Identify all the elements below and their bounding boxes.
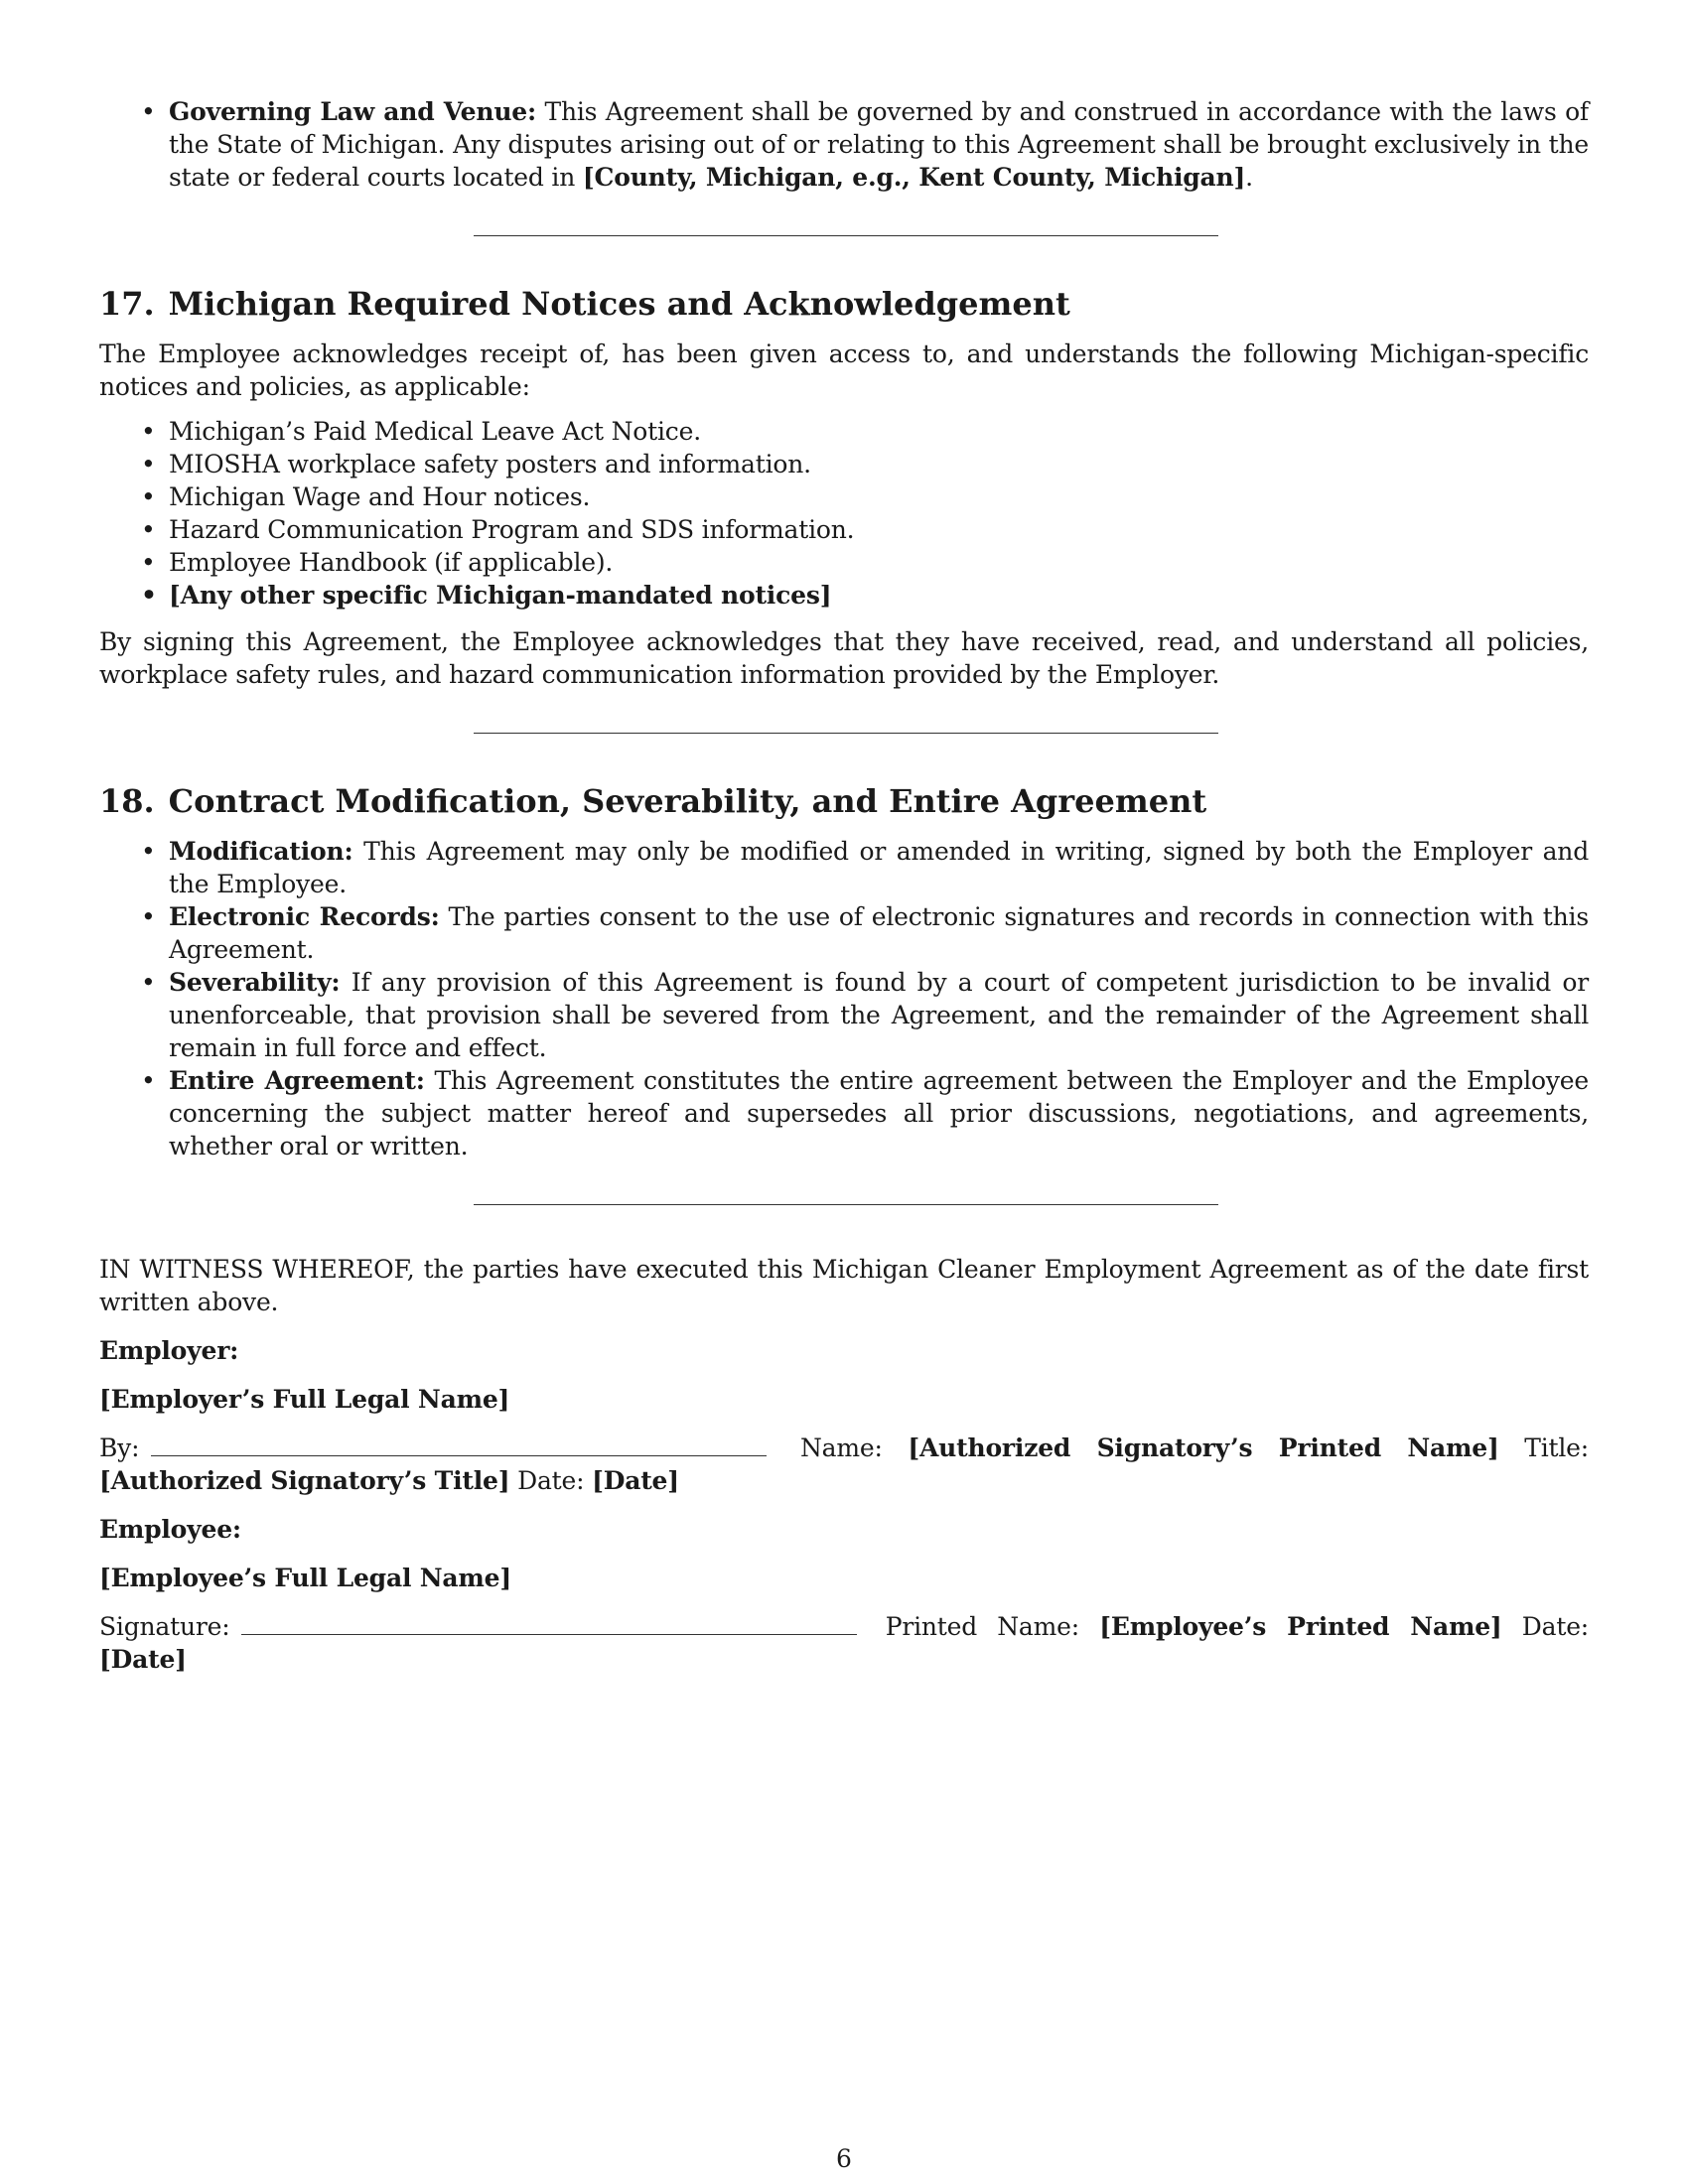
list-item-other-notices: • [Any other specific Michigan-mandated notices] [169,579,1589,612]
term-text: This Agreement may only be modified or amended in writing, signed by both the Employer and the Employee. [169,837,1589,898]
signature-label: Signature: [99,1612,230,1641]
employee-name-line [99,1562,1589,1594]
section-divider [474,733,1218,734]
employer-name: [Employer’s Full Legal Name] [99,1385,510,1414]
employer-signature-block [99,1432,1589,1497]
notices-list [99,415,1589,612]
list-item-severability [169,966,1589,1064]
list-item: • Michigan Wage and Hour notices. [169,480,1589,513]
governing-law-end: . [1245,163,1253,192]
list-item-modification [169,835,1589,900]
document-page [99,95,1589,1692]
section-18-heading [99,781,1589,821]
employee-date: [Date] [99,1645,187,1674]
title-label: Title: [1524,1433,1589,1462]
employer-date: [Date] [592,1466,679,1495]
section-18-title: Contract Modification, Severability, and Entire Agreement [168,782,1207,820]
section-17-heading [99,284,1589,324]
term-text: If any provision of this Agreement is found by a court of competent jurisdiction to be invalid or unenforceable, that provision shall be severed from the Agreement, and the remainder of the Agreement shall remain in full force and effect. [169,968,1589,1062]
term-label: Modification: [169,837,353,866]
term-text: This Agreement constitutes the entire agreement between the Employer and the Employee concerning the subject matter hereof and supersedes all prior discussions, negotiations, and agreements, whether oral or written. [169,1066,1589,1160]
governing-law-item [169,95,1589,194]
employer-name-line [99,1383,1589,1416]
name-label: Name: [799,1433,883,1462]
section-divider [474,235,1218,236]
section-17-intro: The Employee acknowledges receipt of, has been given access to, and understands the following Michigan-specific notices and policies, as applicable: [99,340,1589,401]
section-17-closing: By signing this Agreement, the Employee acknowledges that they have received, read, and understand all policies, workplace safety rules, and hazard communication information provided by the Employer. [99,627,1589,689]
by-label: By: [99,1433,140,1462]
employee-name: [Employee’s Full Legal Name] [99,1564,511,1592]
section-17-title: Michigan Required Notices and Acknowledgement [168,285,1070,323]
term-label: Electronic Records: [169,902,440,931]
governing-law-text: This Agreement shall be governed by and construed in accordance with the laws of the State of Michigan. Any disputes arising out of or relating to this Agreement shall be brought exclusively in the state or federal courts located in [169,97,1589,192]
governing-law-label: Governing Law and Venue: [169,97,537,126]
printed-name-label: Printed Name: [885,1612,1079,1641]
signatory-title: [Authorized Signatory’s Title] [99,1466,510,1495]
employee-heading: Employee: [99,1515,241,1544]
signatory-name: [Authorized Signatory’s Printed Name] [908,1433,1499,1462]
list-item: • Michigan’s Paid Medical Leave Act Notice. [169,415,1589,448]
witness-clause: IN WITNESS WHEREOF, the parties have executed this Michigan Cleaner Employment Agreement as of the date first written above. [99,1255,1589,1316]
list-item-entire-agreement [169,1064,1589,1162]
date-label: Date: [517,1466,585,1495]
term-label: Severability: [169,968,341,997]
term-text: The parties consent to the use of electronic signatures and records in connection with this Agreement. [169,902,1589,964]
list-item: • MIOSHA workplace safety posters and information. [169,448,1589,480]
list-item: • Employee Handbook (if applicable). [169,546,1589,579]
page-number: 6 [836,2144,852,2173]
section-divider [474,1204,1218,1205]
contract-terms-list [99,835,1589,1162]
section-18-number: 18. [99,782,155,820]
term-label: Entire Agreement: [169,1066,425,1095]
employee-printed-name: [Employee’s Printed Name] [1099,1612,1502,1641]
employer-heading: Employer: [99,1336,239,1365]
governing-law-list [99,95,1589,194]
county-placeholder: [County, Michigan, e.g., Kent County, Michigan] [582,163,1246,192]
list-item: • Hazard Communication Program and SDS information. [169,513,1589,546]
employer-signature-line[interactable] [151,1433,767,1456]
employee-signature-line[interactable] [241,1612,857,1635]
section-17-number: 17. [99,285,155,323]
date-label: Date: [1521,1612,1590,1641]
list-item-electronic-records [169,900,1589,966]
employee-signature-block [99,1610,1589,1676]
